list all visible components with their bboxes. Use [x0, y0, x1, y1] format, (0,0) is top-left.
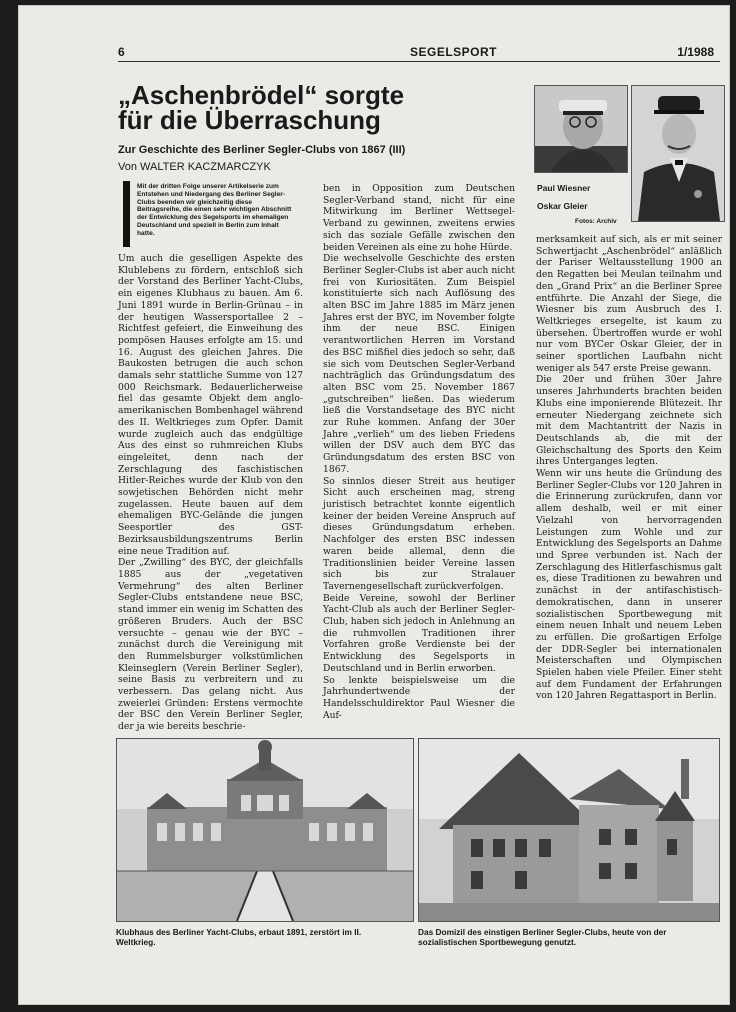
author-name: WALTER KACZMARCZYK	[140, 161, 271, 173]
portrait-photo-oskar-gleier	[631, 85, 725, 222]
clubhouse-illustration	[117, 739, 413, 921]
article-column-3	[536, 234, 722, 702]
portrait-name-2: Oskar Gleier	[537, 201, 588, 211]
byline	[118, 161, 271, 173]
caption-clubhouse: Klubhaus des Berliner Yacht-Clubs, erbaut 1891, zerstört im II. Weltkrieg.	[116, 927, 362, 947]
column-2-text: ben in Opposition zum Deutschen Segler-Verband stand, nicht für eine Mitwirkung im Berliner Wettsegel-Verband zu gewinnen, zweitens erwies sich das soziale Gefälle zwischen den beiden Vereinen als eine zu hohe Hürde. Die wechselvolle Geschichte des ersten Berliner Segler-Clubs ist aber auch nicht frei von Kuriositäten. Zum Beispiel konstituierte sich nach Auflösung des alten BSC im Jahre 1885 im März jenen Jahres erst der BYC, im November folgte ihm der neue BSC. Einigen verantwortlichen Herren im Vorstand des BSC mißfiel dies jedoch so sehr, daß sie sich vom Deutschen Segler-Verband nachträglich das Gründungsdatum des alten BSC vom 25. November 1867 „gutschreiben“ ließen. Das wiederum ließ die Vorstandsetage des BYC nicht zur Ruhe kommen. Anfang der 30er Jahre „verlieh“ um des lieben Friedens willen der DSV auch dem BYC das Gründungsdatum des ersten BSC von 1867. So sinnlos dieser Streit aus heutiger Sicht auch erscheinen mag, streng juristisch betrachtet konnte eigentlich keiner der beiden Vereine Anspruch auf dieses Gründungsdatum erheben. Nachfolger des ersten BSC indessen waren beide allemal, denn die Traditionslinien beider Vereine lassen sich bis zur Stralauer Tavernengesellschaft zurückverfolgen. Beide Vereine, sowohl der Berliner Yacht-Club als auch der Berliner Segler-Club, haben sich jedoch in Anlehnung an die ruhmvollen Traditionen ihrer Vorfahren große Verdienste bei der Entwicklung des Segelsports in Deutschland und in Berlin erworben. So lenkte beispielsweise um die Jahrhundertwende der Handelsschuldirektor Paul Wiesner die Auf-	[323, 183, 515, 721]
photo-clubhouse-byc	[116, 738, 414, 922]
column-3-text: merksamkeit auf sich, als er mit seiner Schwertjacht „Aschenbrödel“ anläßlich der Pariser Weltausstellung 1900 an den Regatten bei Meulan teilnahm und den „Grand Prix“ an die Berliner Spree entführte. Die Anzahl der Siege, die Wiesner bis zum Ausbruch des I. Weltkrieges ersegelte, ist kaum zu übersehen. Übertroffen wurde er wohl nur vom BYCer Oskar Gleier, der in seiner sportlichen Laufbahn nicht weniger als 547 erste Preise gewann. Die 20er und frühen 30er Jahre unseres Jahrhunderts brachten beiden Klubs eine imponierende Blütezeit. Ihr erneuter Niedergang zeichnete sich mit dem Machtantritt der Nazis in Deutschlands ab, die mit der Gleichschaltung des Sports den Keim ihres Unterganges legten. Wenn wir uns heute die Gründung des Berliner Segler-Clubs vor 120 Jahren in die Erinnerung zurückrufen, dann vor allem deshalb, weil er mit einer Vielzahl von hervorragenden Leistungen zum Wohle und zur Entwicklung des Segelsports an Dahme und Spree verbunden ist. Nach der Zerschlagung des Hitlerfaschismus galt es, diese Traditionen zu bewahren und zunächst in der antifaschistisch-demokratischen, dann in unserer sozialistischen Sportbewegung mit einem neuen Inhalt und neuem Leben zu erfüllen. Die großartigen Erfolge der DDR-Segler bei internationalen Meisterschaften und Olympischen Spielen haben viele Pfeiler. Einer steht auf dem Fundament der Erfahrungen von 120 Jahren Regattasport in Berlin.	[536, 234, 722, 702]
article-column-1	[118, 253, 303, 733]
column-1-text: Um auch die geselligen Aspekte des Klublebens zu fördern, entschloß sich der Vorstand des Berliner Yacht-Clubs, ein eigenes Klubhaus zu bauen. Am 6. Juni 1891 wurde in Berlin-Grünau – in der heutigen Wassersportallee 2 – Richtfest gefeiert, die Einweihung des pompösen Hauses erfolgte am 15. und 16. August des gleichen Jahres. Die Baukosten betrugen die auch schon damals sehr stattliche Summe von 127 000 Reichsmark. Bedauerlicherweise fiel das gesamte Objekt dem anglo-amerikanischen Bombenhagel während des II. Weltkrieges zum Opfer. Damit wurde zugleich auch das endgültige Aus des einst so ruhmreichen Klubs eingeleitet, denn nach der Zerschlagung des faschistischen Hitler-Reiches wurde der Klub von den sowjetischen Behörden nicht mehr zugelassen. Heute bauen auf dem ehemaligen BYC-Gelände die jungen Seesportler des GST-Bezirksausbildungszentrums Berlin eine neue Tradition auf. Der „Zwilling“ des BYC, der gleichfalls 1885 aus der „vegetativen Vermehrung“ des alten Berliner Segler-Clubs entstandene neue BSC, stand immer ein wenig im Schatten des größeren Bruders. Auch der BSC versuchte – genau wie der BYC – zunächst durch die Vereinigung mit den Rummelsburger volkstümlichen Kleinseglern (Verein Berliner Segler), seine Basis zu verbreitern und zu verbessern. Das gelang nicht. Aus zweierlei Gründen: Erstens vermochte der BSC den Verein Berliner Segler, der ja wie bereits beschrie-	[118, 253, 303, 733]
title-line-1: „Aschenbrödel“ sorgte	[118, 80, 405, 110]
portrait-name-1: Paul Wiesner	[537, 183, 591, 193]
magazine-page	[18, 5, 730, 1005]
page-header	[118, 45, 720, 61]
portrait-illustration	[632, 86, 724, 221]
title-line-2: für die Überraschung	[118, 105, 381, 135]
article-column-2	[323, 183, 515, 721]
byline-prefix: Von	[118, 161, 137, 173]
article-title	[118, 80, 538, 135]
portrait-illustration	[535, 86, 627, 172]
caption-domicile: Das Domizil des einstigen Berliner Segler-Clubs, heute von der sozialistischen Sportbewegung genutzt.	[418, 927, 667, 947]
photo-domicile-bsc	[418, 738, 720, 922]
photo-credit: Fotos: Archiv	[575, 218, 617, 225]
issue-number: 1/1988	[677, 45, 714, 59]
article-subtitle: Zur Geschichte des Berliner Segler-Clubs von 1867 (III)	[118, 144, 406, 156]
header-rule	[118, 61, 720, 62]
villa-illustration	[419, 739, 719, 921]
page-number: 6	[118, 45, 125, 59]
intro-bar	[123, 181, 130, 247]
intro-text: Mit der dritten Folge unserer Artikelserie zum Entstehen und Niedergang des Berliner Segler-Clubs beenden wir gleichzeitig diese Beitragsreihe, die einen sehr wichtigen Abschnitt der Entwicklung des Segelsports im ehemaligen Deutschland und speziell in Berlin zum Inhalt hatte.	[137, 183, 292, 237]
portrait-photo-paul-wiesner	[534, 85, 628, 173]
magazine-name: SEGELSPORT	[410, 45, 498, 59]
